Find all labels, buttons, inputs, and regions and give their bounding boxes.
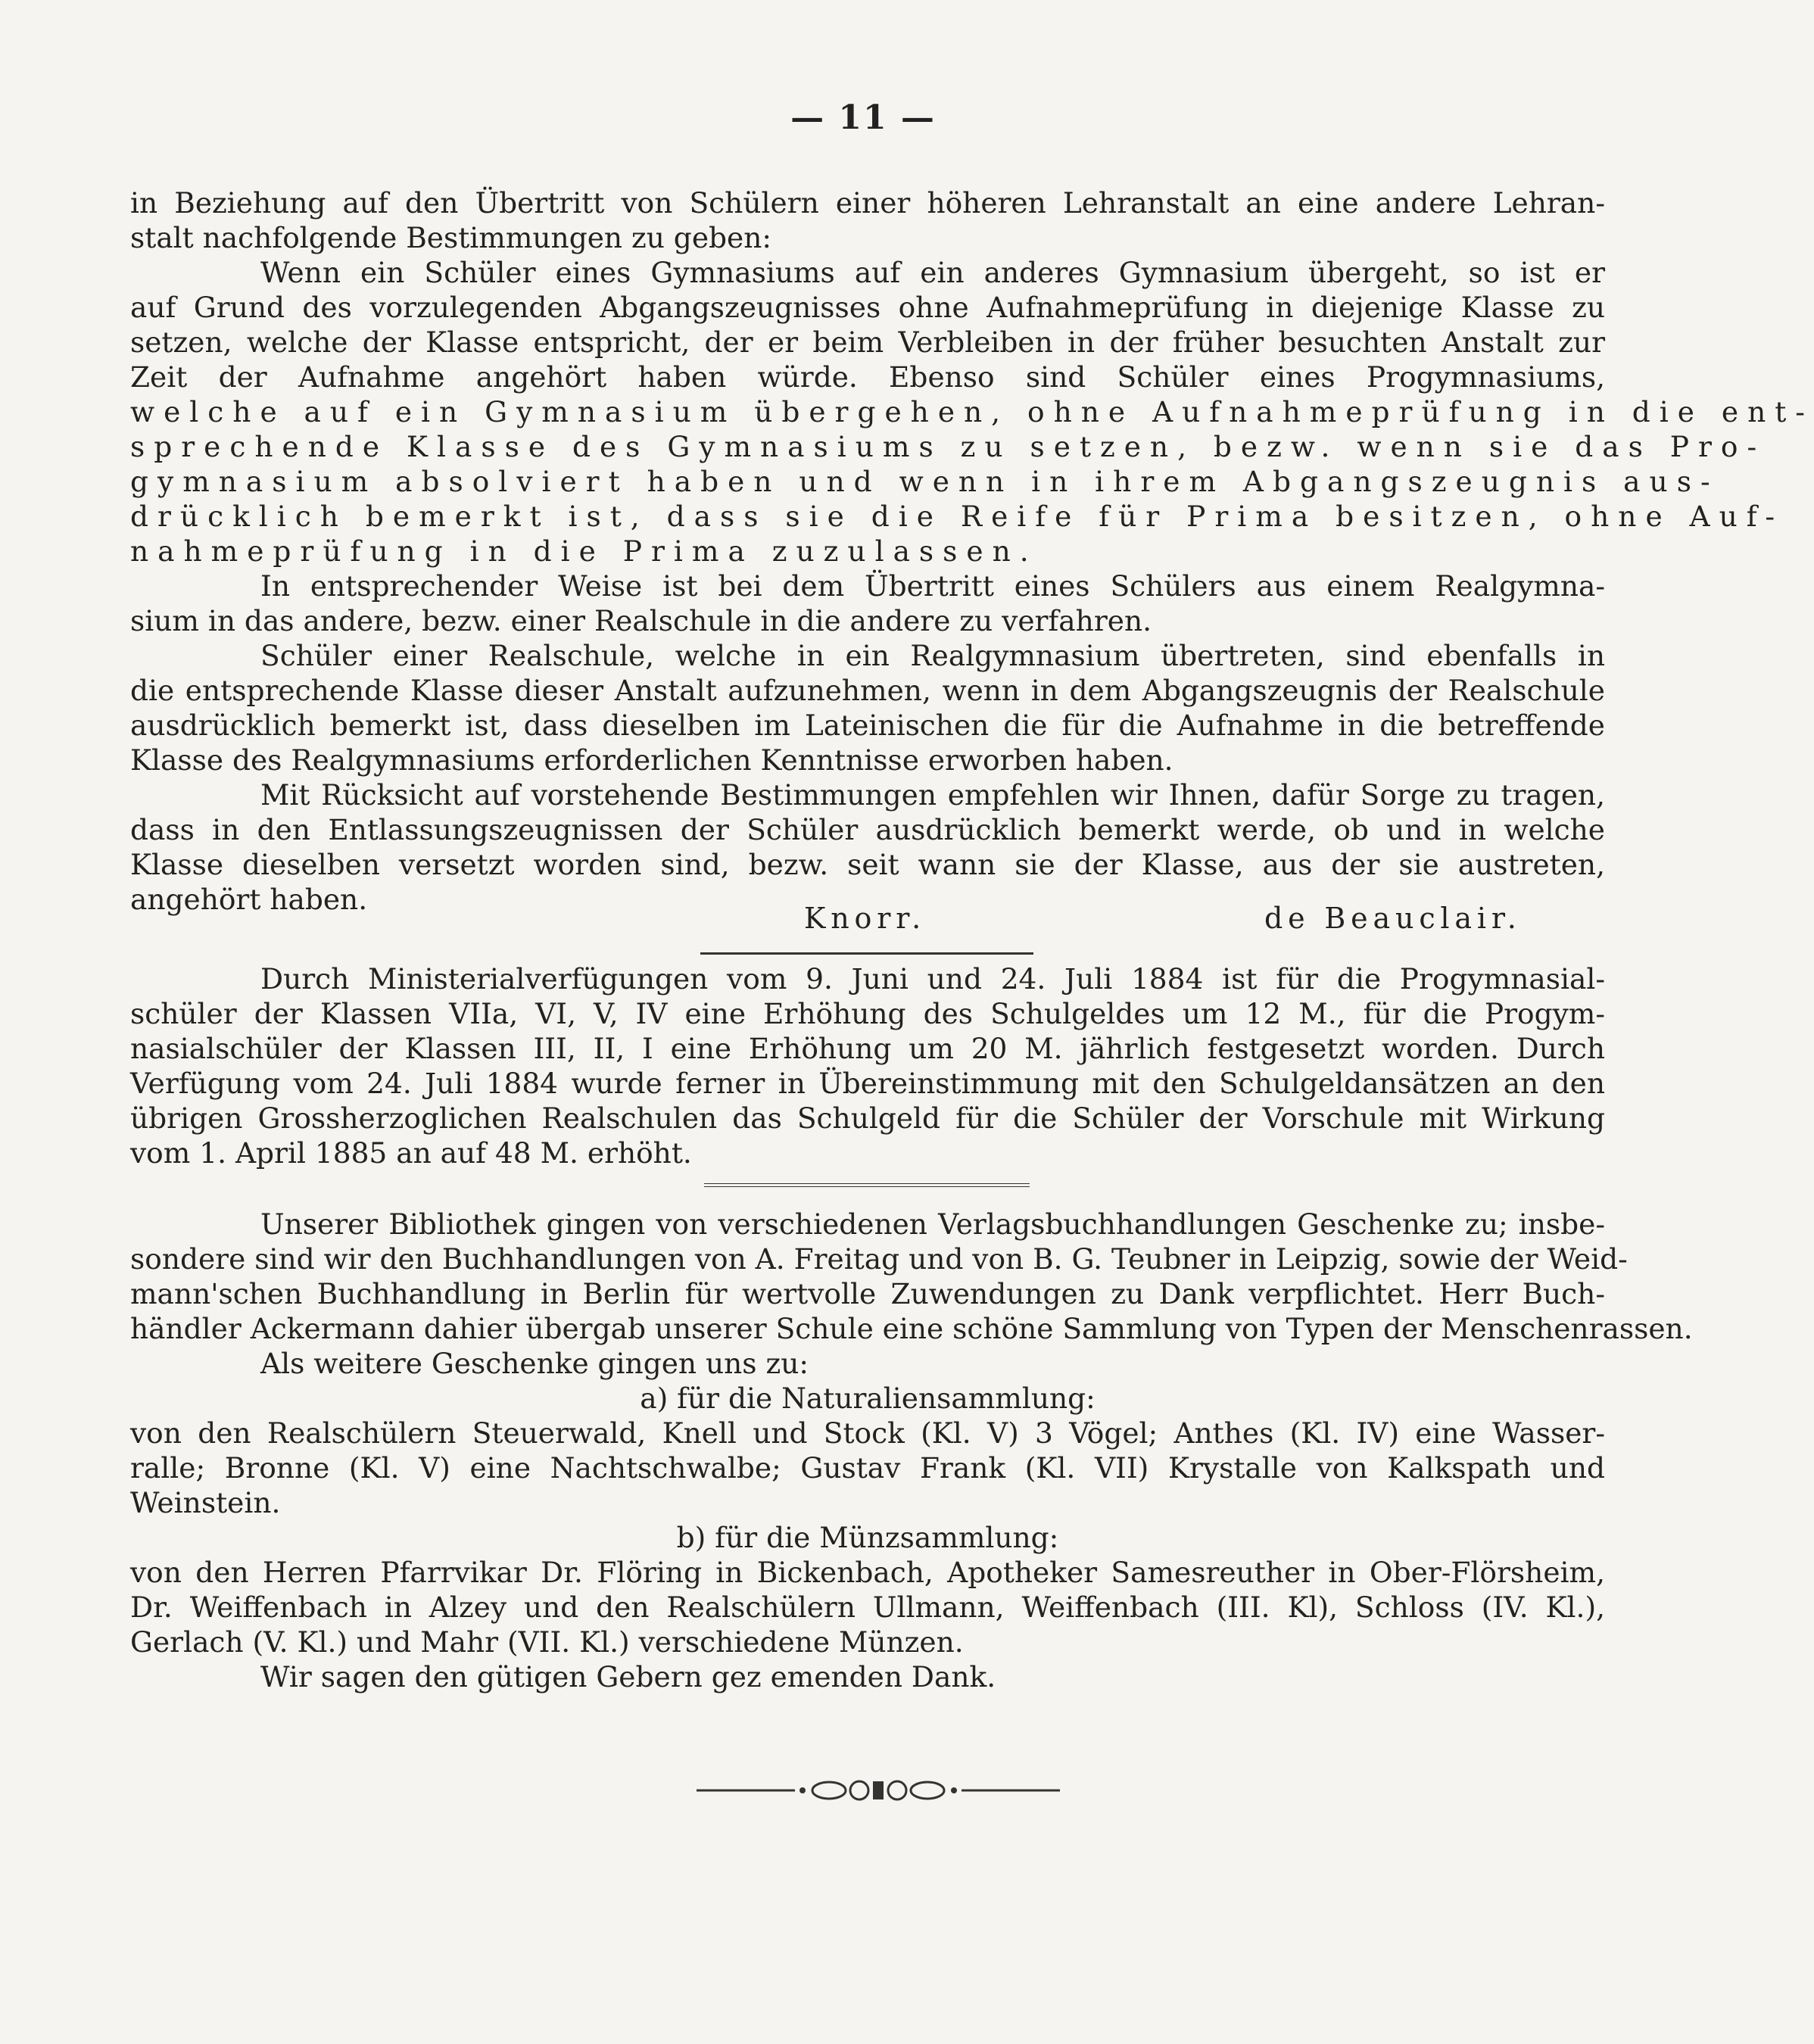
text-line: Weinstein. (130, 1486, 281, 1519)
text-line: nahmeprüfung in die Prima zuzulassen. (130, 534, 1038, 568)
text-line: Wenn ein Schüler eines Gymnasiums auf ein anderes Gymnasium übergeht, so ist er (260, 256, 1605, 289)
text-line: welche auf ein Gymnasium übergehen, ohne Aufnahmeprüfung in die ent- (130, 395, 1814, 428)
signature-right: de Beauclair. (1264, 902, 1522, 935)
text-line: Mit Rücksicht auf vorstehende Bestimmungen empfehlen wir Ihnen, dafür Sorge zu tragen, (260, 778, 1605, 812)
text-line: sium in das andere, bezw. einer Realschule in die andere zu verfahren. (130, 604, 1152, 637)
section-divider (700, 952, 1033, 955)
text-line: händler Ackermann dahier übergab unserer Schule eine schöne Sammlung von Typen der Menschenrassen. (130, 1312, 1693, 1345)
text-line: Als weitere Geschenke gingen uns zu: (260, 1347, 809, 1380)
text-line: Gerlach (V. Kl.) und Mahr (VII. Kl.) verschiedene Münzen. (130, 1625, 964, 1659)
text-line: drücklich bemerkt ist, dass sie die Reife für Prima besitzen, ohne Auf- (130, 500, 1784, 533)
text-line: ralle; Bronne (Kl. V) eine Nachtschwalbe; Gustav Frank (Kl. VII) Krystalle von Kalkspath und (130, 1451, 1605, 1485)
text-line: Klasse des Realgymnasiums erforderlichen Kenntnisse erworben haben. (130, 743, 1173, 777)
text-line: Zeit der Aufnahme angehört haben würde. Ebenso sind Schüler eines Progymnasiums, (130, 360, 1605, 394)
section-divider (704, 1183, 1030, 1187)
ornament-divider-icon (697, 1775, 1060, 1806)
text-line: von den Herren Pfarrvikar Dr. Flöring in Bickenbach, Apotheker Samesreuther in Ober-Flörsheim, (130, 1556, 1605, 1589)
text-line: Durch Ministerialverfügungen vom 9. Juni und 24. Juli 1884 ist für die Progymnasial- (260, 962, 1605, 996)
section-b-heading: b) für die Münzsammlung: (676, 1521, 1059, 1554)
text-line: ausdrücklich bemerkt ist, dass dieselben im Lateinischen die für die Aufnahme in die betreffende (130, 709, 1605, 742)
text-line: in Beziehung auf den Übertritt von Schülern einer höheren Lehranstalt an eine andere Lehran- (130, 186, 1605, 220)
signature-left: Knorr. (804, 902, 927, 935)
text-line: Klasse dieselben versetzt worden sind, bezw. seit wann sie der Klasse, aus der sie austreten, (130, 848, 1605, 881)
text-line: dass in den Entlassungszeugnissen der Schüler ausdrücklich bemerkt werde, ob und in welche (130, 813, 1605, 846)
decree-text (130, 185, 1814, 917)
text-line: sondere sind wir den Buchhandlungen von A. Freitag und von B. G. Teubner in Leipzig, sowie der Weid- (130, 1242, 1628, 1276)
text-line: mann'schen Buchhandlung in Berlin für wertvolle Zuwendungen zu Dank verpflichtet. Herr Buch- (130, 1277, 1605, 1310)
text-line: Unserer Bibliothek gingen von verschiedenen Verlagsbuchhandlungen Geschenke zu; insbe- (260, 1207, 1605, 1241)
text-line: stalt nachfolgende Bestimmungen zu geben: (130, 221, 771, 254)
text-line: Schüler einer Realschule, welche in ein Realgymnasium übertreten, sind ebenfalls in (260, 639, 1605, 672)
text-line: angehört haben. (130, 883, 368, 916)
text-line: auf Grund des vorzulegenden Abgangszeugnisses ohne Aufnahmeprüfung in diejenige Klasse zu (130, 291, 1605, 324)
text-line: die entsprechende Klasse dieser Anstalt aufzunehmen, wenn in dem Abgangszeugnis der Realschule (130, 674, 1605, 707)
text-line: von den Realschülern Steuerwald, Knell und Stock (Kl. V) 3 Vögel; Anthes (Kl. IV) eine Wasser- (130, 1416, 1605, 1450)
text-line: gymnasium absolviert haben und wenn in ihrem Abgangszeugnis aus- (130, 465, 1719, 498)
closing-line: Wir sagen den gütigen Gebern gez emenden Dank. (260, 1660, 996, 1693)
page-number: — 11 — (790, 98, 936, 137)
section-a-heading: a) für die Naturaliensammlung: (640, 1382, 1096, 1415)
fee-paragraph (130, 961, 1605, 1170)
text-line: setzen, welche der Klasse entspricht, der er beim Verbleiben in der früher besuchten Anstalt zur (130, 326, 1605, 359)
text-line: Verfügung vom 24. Juli 1884 wurde ferner in Übereinstimmung mit den Schulgeldansätzen an den (130, 1067, 1605, 1100)
text-line: schüler der Klassen VIIa, VI, V, IV eine Erhöhung des Schulgeldes um 12 M., für die Progym- (130, 997, 1605, 1030)
text-line: nasialschüler der Klassen III, II, I eine Erhöhung um 20 M. jährlich festgesetzt worden. Durch (130, 1032, 1605, 1065)
text-line: sprechende Klasse des Gymnasiums zu setzen, bezw. wenn sie das Pro- (130, 430, 1766, 463)
text-line: In entsprechender Weise ist bei dem Übertritt eines Schülers aus einem Realgymna- (260, 569, 1605, 603)
text-line: übrigen Grossherzoglichen Realschulen das Schulgeld für die Schüler der Vorschule mit Wirkung (130, 1101, 1605, 1135)
gifts-paragraph (130, 1207, 1693, 1694)
text-line: vom 1. April 1885 an auf 48 M. erhöht. (130, 1136, 692, 1170)
text-line: Dr. Weiffenbach in Alzey und den Realschülern Ullmann, Weiffenbach (III. Kl), Schloss (IV. Kl.), (130, 1591, 1605, 1624)
